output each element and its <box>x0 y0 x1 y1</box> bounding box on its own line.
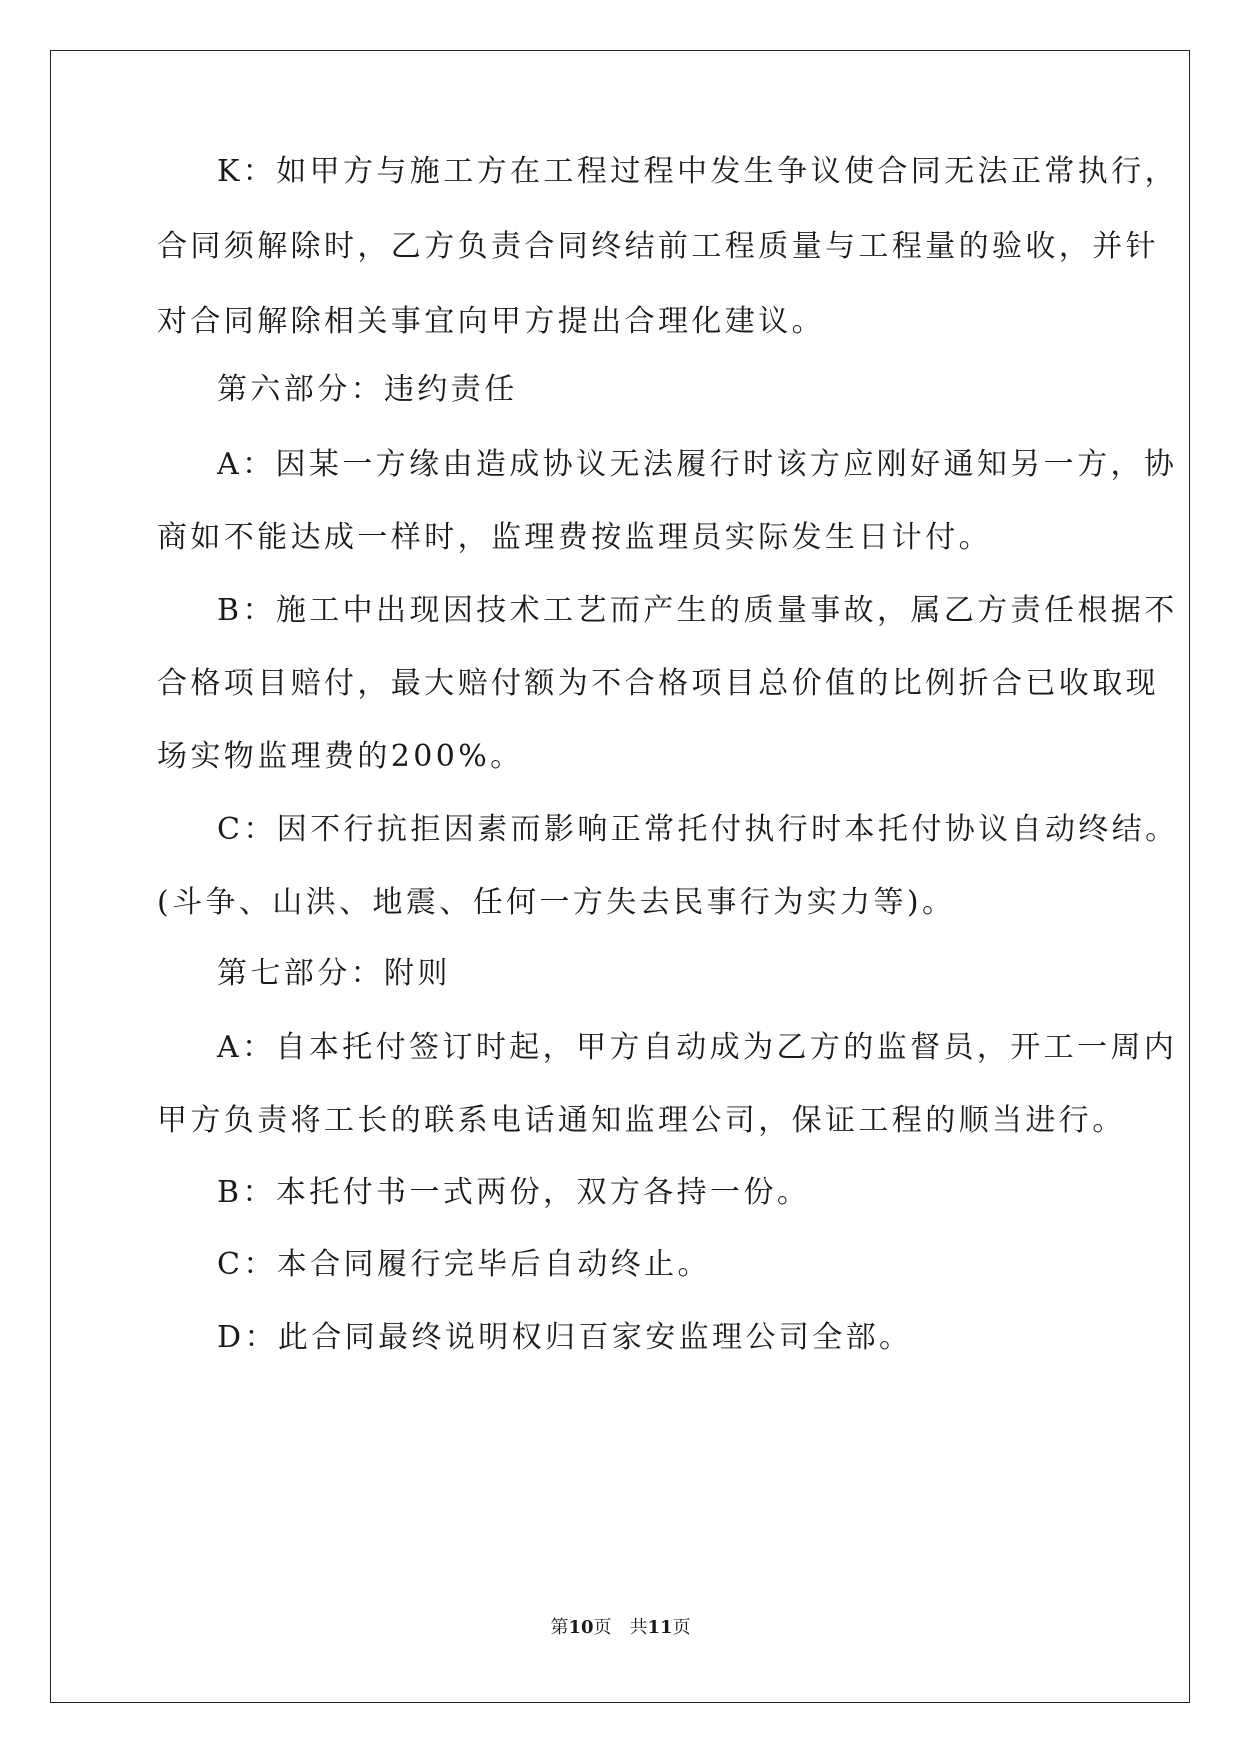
paragraph-k-line-1: K：如甲方与施工方在工程过程中发生争议使合同无法正常执行， <box>217 154 1179 189</box>
appendix-c: C：本合同履行完毕后自动终止。 <box>217 1247 711 1282</box>
total-pages-number: 11 <box>647 1617 673 1638</box>
clause-c-line-2: (斗争、山洪、地震、任何一方失去民事行为实力等)。 <box>157 885 956 920</box>
clause-a-line-1: A：因某一方缘由造成协议无法履行时该方应刚好通知另一方，协 <box>217 447 1178 482</box>
appendix-d: D：此合同最终说明权归百家安监理公司全部。 <box>217 1320 913 1355</box>
appendix-a-line-1: A：自本托付签订时起，甲方自动成为乙方的监督员，开工一周内 <box>217 1030 1178 1065</box>
paragraph-k-line-3: 对合同解除相关事宜向甲方提出合理化建议。 <box>157 304 825 339</box>
appendix-b: B：本托付书一式两份，双方各持一份。 <box>217 1175 811 1210</box>
clause-a-line-2: 商如不能达成一样时，监理费按监理员实际发生日计付。 <box>157 520 992 555</box>
appendix-a-line-2: 甲方负责将工长的联系电话通知监理公司，保证工程的顺当进行。 <box>157 1103 1126 1138</box>
clause-b-line-1: B：施工中出现因技术工艺而产生的质量事故，属乙方责任根据不 <box>217 593 1178 628</box>
page-border <box>50 50 1190 1703</box>
clause-b-line-3: 场实物监理费的200%。 <box>157 739 524 774</box>
footer-page-word: 页 <box>593 1617 612 1638</box>
section-heading-part-seven: 第七部分：附则 <box>217 956 451 991</box>
clause-c-line-1: C：因不行抗拒因素而影响正常托付执行时本托付协议自动终结。 <box>217 812 1179 847</box>
paragraph-k-line-2: 合同须解除时，乙方负责合同终结前工程质量与工程量的验收，并针 <box>157 229 1159 264</box>
current-page-number: 10 <box>568 1617 594 1638</box>
footer-total-prefix: 共 <box>629 1617 648 1638</box>
page-footer <box>0 1613 1241 1639</box>
footer-total-suffix: 页 <box>672 1617 691 1638</box>
footer-prefix: 第 <box>550 1617 569 1638</box>
section-heading-part-six: 第六部分：违约责任 <box>217 372 518 407</box>
clause-b-line-2: 合格项目赔付，最大赔付额为不合格项目总价值的比例折合已收取现 <box>157 666 1159 701</box>
